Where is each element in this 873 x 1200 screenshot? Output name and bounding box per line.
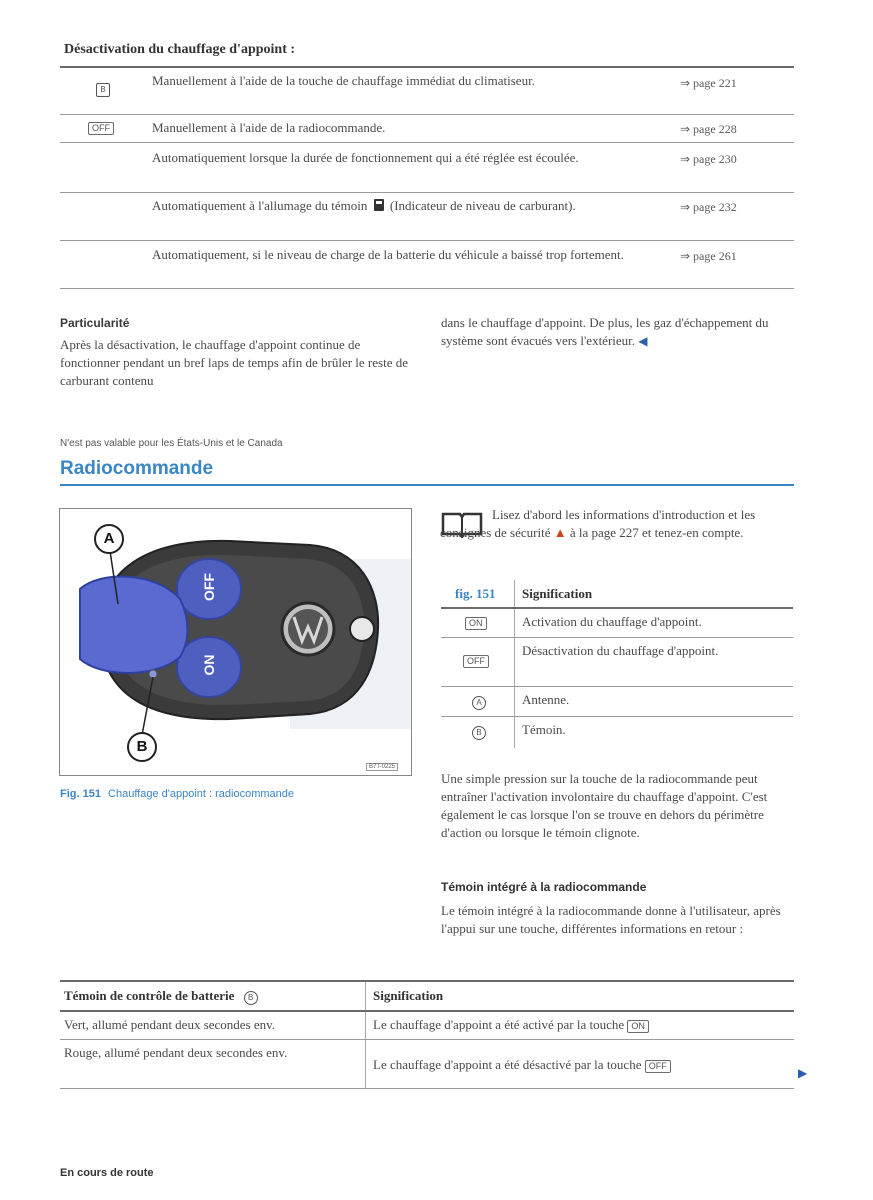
figure-caption-text: Chauffage d'appoint : radiocommande [108,788,294,800]
page-ref-link[interactable]: ⇒ page 230 [680,152,737,166]
on-button-label: ON [201,654,217,676]
divider [60,192,794,193]
battery-header-text: Témoin de contrôle de batterie [64,988,235,1003]
battery-meaning-text: Le chauffage d'appoint a été activé par la touche [373,1017,625,1032]
battery-header-col2: Signification [373,988,444,1003]
divider [441,686,793,687]
off-key-symbol: OFF [88,122,114,135]
particularite-col2 [441,314,771,350]
battery-meaning [373,1016,793,1034]
meaning-header-fig: fig. 151 [455,586,496,601]
row-text: Désactivation du chauffage d'appoint. [522,643,719,658]
battery-state: Rouge, allumé pendant deux secondes env. [64,1045,288,1060]
divider [60,1039,794,1040]
page-title: Radiocommande [60,458,214,479]
row-text: Automatiquement lorsque la durée de fonctionnement qui a été réglée est écoulée. [152,150,579,165]
page-footer: En cours de route [60,1167,154,1179]
battery-meaning [373,1056,793,1074]
remote-control-figure [59,508,412,776]
divider [60,142,794,143]
temoin-title: Témoin intégré à la radiocommande [441,880,647,894]
led-symbol: B [472,726,486,740]
row-text: Automatiquement, si le niveau de charge de la batterie du véhicule a baissé trop fortement. [152,247,624,262]
particularite-col2-text: dans le chauffage d'appoint. De plus, les gaz d'échappement du système sont évacués vers l'extérieur. [441,315,769,348]
divider [60,980,794,982]
remote-control-illustration [60,509,411,775]
title-underline [60,484,794,486]
figure-caption-number: Fig. 151 [60,788,101,800]
figure-code: B7T-0225 [366,763,398,771]
divider [60,1088,794,1089]
intro-note [440,506,790,542]
section-heading-deactivation: Désactivation du chauffage d'appoint : [64,42,296,57]
intro-note-text: Lisez d'abord les informations d'introduction et les consignes de sécurité [440,507,756,540]
press-paragraph: Une simple pression sur la touche de la radiocommande peut entraîner l'activation involontaire du chauffage d'appoint. C'est également le cas lorsque l'on se trouve en dehors du périmètre d'action ou lorsque le témoin clignote. [441,771,768,840]
figure-caption [60,788,294,800]
page-ref-link[interactable]: ⇒ page 232 [680,200,737,214]
row-text: Manuellement à l'aide de la touche de chauffage immédiat du climatiseur. [152,73,535,88]
battery-header-col1 [64,988,258,1005]
fuel-gauge-icon [374,199,384,211]
row-text: Antenne. [522,692,570,707]
battery-state: Vert, allumé pendant deux secondes env. [64,1017,276,1032]
meaning-header-signification: Signification [522,586,593,601]
battery-meaning-text: Le chauffage d'appoint a été désactivé par la touche [373,1057,642,1072]
page-ref-link[interactable]: ⇒ page 221 [680,76,737,90]
off-key-symbol: OFF [463,655,489,668]
row-text-part: (Indicateur de niveau de carburant). [389,198,576,213]
divider [60,288,794,289]
divider [60,240,794,241]
led-symbol: B [244,991,258,1005]
off-button-label: OFF [201,573,217,601]
callout-b: B [136,738,148,755]
on-key-symbol: ON [627,1020,649,1033]
callout-a: A [103,530,115,547]
off-key-symbol: OFF [645,1060,671,1073]
divider [441,716,793,717]
row-text: Témoin. [522,722,566,737]
particularite-col1: Après la désactivation, le chauffage d'appoint continue de fonctionner pendant un bref laps de temps afin de brûler le reste de carburant contenu [60,337,408,388]
meaning-table [441,580,793,750]
divider [441,607,793,609]
page-ref-link[interactable]: ⇒ page 261 [680,249,737,263]
row-text [152,197,662,215]
battery-col-divider [365,982,366,1088]
divider [60,114,794,115]
page-ref-link[interactable]: ⇒ page 228 [680,122,737,136]
end-of-section-icon: ◀ [638,334,648,348]
temoin-text: Le témoin intégré à la radiocommande donne à l'utilisateur, après l'appui sur une touche, différentes informations en retour : [441,903,781,936]
divider [441,637,793,638]
row-text: Activation du chauffage d'appoint. [522,614,702,629]
particularite-title: Particularité [60,316,130,330]
row-text: Manuellement à l'aide de la radiocommande. [152,120,386,135]
intro-note-text: à la page 227 et tenez-en compte. [569,525,744,540]
region-note: N'est pas valable pour les États-Unis et le Canada [60,438,283,449]
divider [60,1010,794,1012]
divider [60,66,794,68]
antenna-symbol: A [472,696,486,710]
heater-button-symbol: B [96,83,110,97]
row-text-part: Automatiquement à l'allumage du témoin [152,198,368,213]
on-key-symbol: ON [465,617,487,630]
meaning-col-divider [514,580,515,748]
continue-arrow-icon[interactable]: ▶ [798,1066,808,1080]
warning-icon: ▲ [553,525,567,540]
